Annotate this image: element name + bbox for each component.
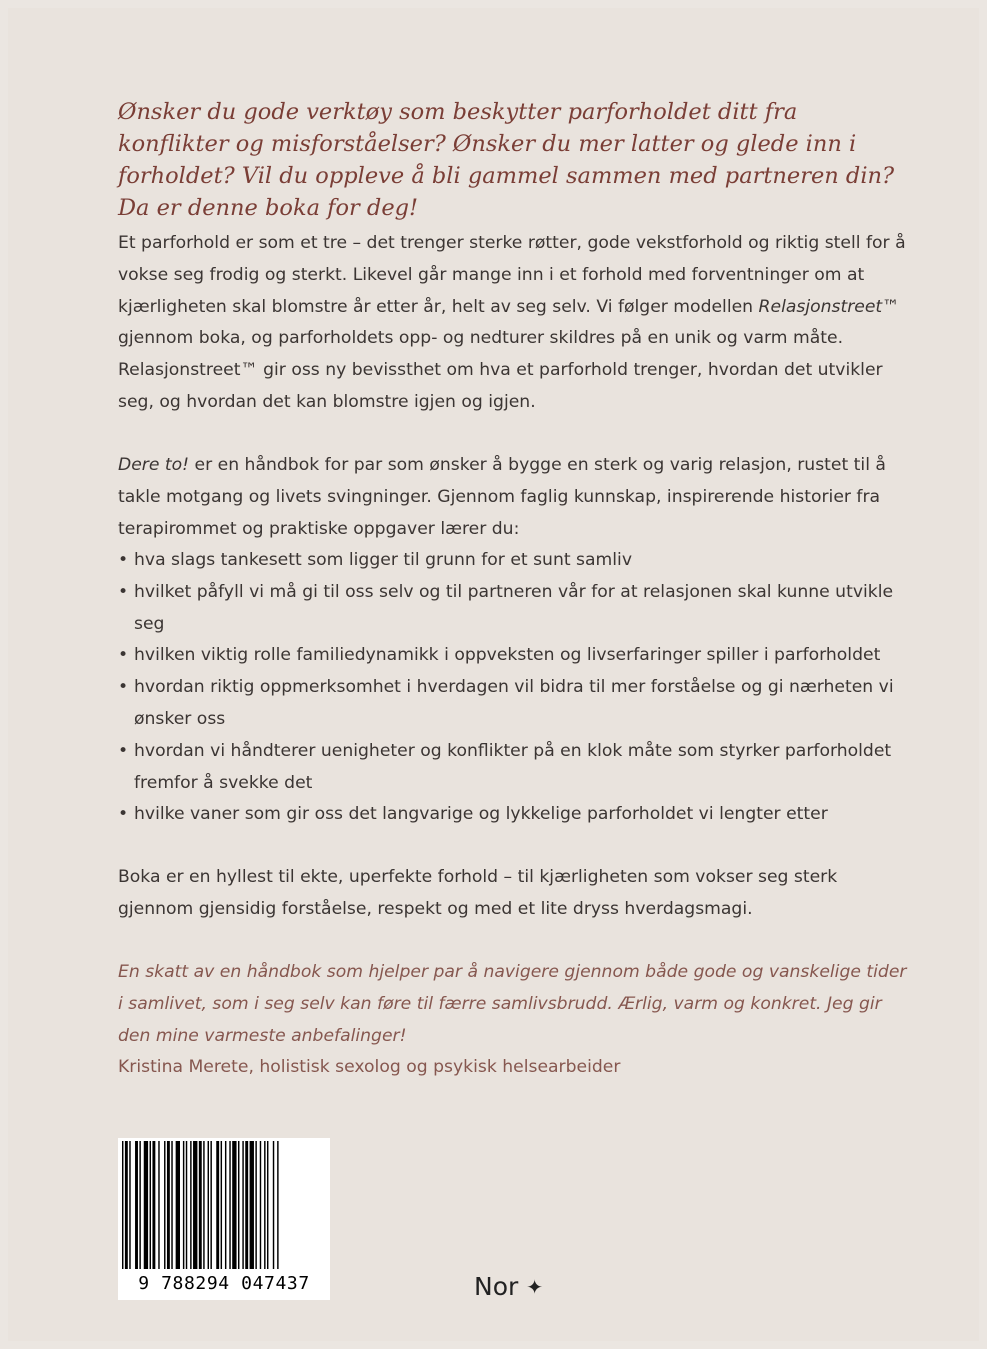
barcode-bar — [242, 1141, 243, 1269]
book-title-italic: Dere to! — [118, 455, 190, 475]
barcode-bar — [186, 1141, 187, 1269]
endorsement-quote: En skatt av en håndbok som hjelper par å navigere gjennom både gode og vanskelige tider i samlivet, som i seg selv kan føre til færre samlivsbrudd. Ærlig, varm og konkret. Jeg gir den mine varmeste anbefalinger! — [118, 962, 907, 1046]
barcode-bar — [158, 1141, 159, 1269]
star-icon: ✦ — [526, 1274, 544, 1299]
barcode-bar — [225, 1141, 226, 1269]
list-item — [118, 640, 908, 672]
barcode-bar — [210, 1141, 211, 1269]
barcode-bars — [118, 1138, 330, 1272]
endorsement-attribution: Kristina Merete, holistisk sexolog og psykisk helsearbeider — [118, 1057, 621, 1077]
list-item-text: hvilke vaner som gir oss det langvarige og lykkelige parforholdet vi lengter etter — [134, 804, 828, 825]
bullet-icon: • — [118, 581, 129, 602]
barcode-bar — [277, 1141, 278, 1269]
publisher-logo — [474, 1272, 543, 1301]
intro-question: Ønsker du gode verktøy som beskytter parforholdet ditt fra konflikter og misforståelser? Ønsker du mer latter og glede inn i forholdet? Vil du oppleve å bli gammel sammen med partneren din? Da er denne boka for deg! — [118, 99, 895, 221]
barcode-bar — [164, 1141, 165, 1269]
barcode-bar — [208, 1141, 209, 1269]
list-item-text: hvilken viktig rolle familiedynamikk i oppveksten og livserfaringer spiller i parforholdet — [134, 645, 881, 666]
barcode-bar — [216, 1141, 219, 1269]
list-item — [118, 799, 908, 831]
barcode-bar — [245, 1141, 248, 1269]
barcode-bar — [232, 1141, 236, 1269]
list-item — [118, 577, 908, 641]
list-item — [118, 672, 908, 736]
learning-bullet-list — [118, 545, 908, 831]
bullet-icon: • — [118, 804, 129, 825]
list-item — [118, 545, 908, 577]
paragraph2-text: er en håndbok for par som ønsker å bygge en sterk og varig relasjon, rustet til å takle motgang og livets svingninger. Gjennom faglig kunnskap, inspirerende historier fra terapirommet og praktiske oppgaver lærer du: — [118, 455, 886, 539]
description-paragraph-1 — [118, 228, 908, 419]
paragraph1-text-a: Et parforhold er som et tre – det trenger sterke røtter, gode vekstforhold og riktig stell for å vokse seg frodig og sterkt. Likevel går mange inn i et forhold med forventninger om at kjærligheten skal blomstre år etter år, helt av seg selv. Vi følger modellen — [118, 233, 906, 317]
barcode-bar — [203, 1141, 204, 1269]
barcode-bar — [267, 1141, 268, 1269]
barcode-bar — [167, 1141, 170, 1269]
description-paragraph-3: Boka er en hyllest til ekte, uperfekte forhold – til kjærligheten som vokser seg sterk gjennom gjensidig forståelse, respekt og med et lite dryss hverdagsmagi. — [118, 867, 838, 919]
paragraph1-text-b: gjennom boka, og parforholdets opp- og nedturer skildres på en unik og varm måte. Relasjonstreet™ gir oss ny bevissthet om hva et parforhold trenger, hvordan det utvikler seg, og hvordan det kan blomstre igjen og igjen. — [118, 328, 883, 412]
barcode-bar — [139, 1141, 140, 1269]
barcode-bar — [193, 1141, 197, 1269]
barcode-bar — [152, 1141, 155, 1269]
barcode-bar — [199, 1141, 202, 1269]
bullet-icon: • — [118, 645, 129, 666]
list-item-text: hva slags tankesett som ligger til grunn for et sunt samliv — [134, 550, 632, 570]
barcode-bar — [144, 1141, 148, 1269]
bullet-icon: • — [118, 740, 129, 761]
barcode-bar — [176, 1141, 180, 1269]
barcode-bar — [125, 1141, 128, 1269]
isbn-number: 9 788294 047437 — [138, 1273, 310, 1294]
barcode-bar — [273, 1141, 274, 1269]
barcode-bar — [129, 1141, 130, 1269]
barcode-bar — [238, 1141, 239, 1269]
barcode-bar — [171, 1141, 172, 1269]
isbn-barcode — [118, 1138, 330, 1300]
bullet-icon: • — [118, 677, 129, 698]
barcode-bar — [150, 1141, 151, 1269]
bullet-icon: • — [118, 550, 129, 570]
barcode-bar — [260, 1141, 261, 1269]
publisher-name: Nor — [474, 1272, 519, 1301]
list-item — [118, 736, 908, 800]
barcode-bar — [122, 1141, 123, 1269]
description-paragraph-2 — [118, 450, 908, 545]
barcode-bar — [250, 1141, 254, 1269]
barcode-bar — [264, 1141, 265, 1269]
barcode-bar — [255, 1141, 256, 1269]
barcode-bar — [183, 1141, 184, 1269]
paragraph1-italic-model: Relasjonstreet™ — [758, 296, 900, 317]
barcode-bar — [135, 1141, 138, 1269]
list-item-text: hvordan riktig oppmerksomhet i hverdagen vil bidra til mer forståelse og gi nærheten vi ønsker oss — [134, 677, 894, 729]
list-item-text: hvordan vi håndterer uenigheter og konflikter på en klok måte som styrker parforholdet fremfor å svekke det — [134, 740, 892, 793]
barcode-bar — [190, 1141, 191, 1269]
barcode-bar — [229, 1141, 230, 1269]
barcode-bar — [221, 1141, 222, 1269]
list-item-text: hvilket påfyll vi må gi til oss selv og til partneren vår for at relasjonen skal kunne utvikle seg — [134, 581, 894, 634]
